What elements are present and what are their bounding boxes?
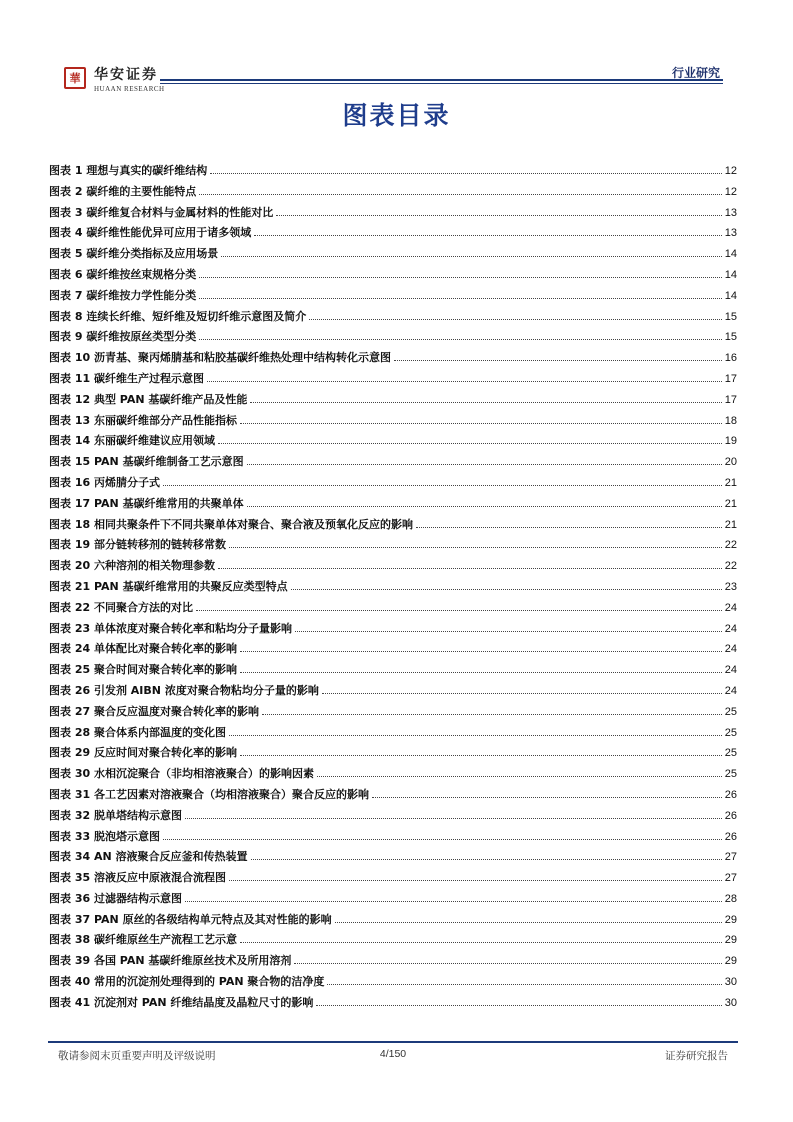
toc-entry-label: 图表 4 碳纤维性能优异可应用于诸多领域: [49, 226, 252, 240]
toc-entry-label: 图表 17 PAN 基碳纤维常用的共聚单体: [49, 496, 244, 510]
toc-entry[interactable]: [49, 929, 737, 950]
toc-dot-leader: [240, 410, 722, 424]
toc-entry[interactable]: [49, 555, 737, 576]
toc-entry-label: 图表 28 聚合体系内部温度的变化图: [49, 725, 226, 739]
toc-dot-leader: [199, 326, 721, 340]
page-title: 图表目录: [342, 101, 451, 130]
toc-entry-page: 28: [724, 892, 737, 905]
toc-entry-label: 图表 29 反应时间对聚合转化率的影响: [49, 746, 237, 760]
toc-entry-label: 图表 6 碳纤维按丝束规格分类: [49, 267, 197, 281]
toc-entry[interactable]: [49, 410, 737, 431]
toc-entry-label: 图表 11 碳纤维生产过程示意图: [49, 371, 204, 385]
toc-entry-label: 图表 15 PAN 基碳纤维制备工艺示意图: [49, 455, 244, 469]
toc-entry-page: 21: [724, 497, 737, 510]
toc-entry-label: 图表 1 理想与真实的碳纤维结构: [49, 164, 208, 177]
toc-entry[interactable]: [49, 368, 737, 389]
toc-entry[interactable]: [49, 430, 737, 451]
toc-entry-label: 图表 12 典型 PAN 基碳纤维产品及性能: [49, 392, 248, 406]
toc-dot-leader: [309, 306, 721, 320]
toc-entry-page: 20: [724, 456, 737, 469]
toc-entry-label: 图表 5 碳纤维分类指标及应用场景: [49, 247, 219, 261]
toc-entry-label: 图表 38 碳纤维原丝生产流程工艺示意: [49, 933, 237, 947]
toc-entry[interactable]: [49, 389, 737, 410]
toc-entry-label: 图表 27 聚合反应温度对聚合转化率的影响: [49, 704, 259, 718]
toc-entry-label: 图表 23 单体浓度对聚合转化率和粘均分子量影响: [49, 621, 292, 635]
toc-entry-page: 14: [724, 248, 737, 261]
toc-entry-page: 17: [724, 372, 737, 385]
toc-dot-leader: [207, 368, 722, 382]
toc-entry-label: 图表 35 溶液反应中原液混合流程图: [49, 871, 226, 885]
toc-dot-leader: [199, 285, 721, 299]
toc-entry[interactable]: [49, 222, 737, 243]
toc-entry[interactable]: [49, 306, 737, 327]
toc-entry-label: 图表 9 碳纤维按原丝类型分类: [49, 330, 197, 344]
toc-dot-leader: [416, 514, 722, 528]
toc-entry[interactable]: [49, 971, 737, 992]
toc-dot-leader: [394, 347, 722, 361]
toc-entry-page: 25: [724, 726, 737, 739]
toc-entry[interactable]: [49, 680, 737, 701]
toc-entry-page: 17: [724, 393, 737, 406]
toc-entry-label: 图表 20 六种溶剂的相关物理参数: [49, 559, 215, 573]
toc-dot-leader: [295, 618, 722, 632]
toc-dot-leader: [240, 929, 722, 943]
toc-entry-label: 图表 8 连续长纤维、短纤维及短切纤维示意图及简介: [49, 309, 307, 323]
toc-entry-page: 27: [724, 872, 737, 885]
toc-dot-leader: [240, 638, 722, 652]
toc-dot-leader: [372, 784, 722, 798]
toc-entry-label: 图表 40 常用的沉淀剂处理得到的 PAN 聚合物的洁净度: [49, 975, 325, 989]
toc-entry[interactable]: [49, 638, 737, 659]
toc-dot-leader: [210, 160, 721, 174]
toc-entry-page: 21: [724, 476, 737, 489]
toc-entry-label: 图表 25 聚合时间对聚合转化率的影响: [49, 663, 237, 677]
toc-dot-leader: [196, 597, 722, 611]
toc-entry-page: 15: [724, 310, 737, 323]
toc-dot-leader: [185, 805, 722, 819]
toc-entry-label: 图表 34 AN 溶液聚合反应釜和传热装置: [49, 850, 248, 864]
toc-dot-leader: [229, 867, 722, 881]
toc-entry-label: 图表 13 东丽碳纤维部分产品性能指标: [49, 413, 237, 427]
toc-entry-page: 21: [724, 518, 737, 531]
toc-entry-page: 30: [724, 976, 737, 989]
toc-entry[interactable]: [49, 347, 737, 368]
toc-entry[interactable]: [49, 264, 737, 285]
page-number: 4/150: [379, 1048, 407, 1060]
toc-entry[interactable]: [49, 950, 737, 971]
toc-entry-label: 图表 3 碳纤维复合材料与金属材料的性能对比: [49, 205, 274, 219]
toc-entry[interactable]: [49, 597, 737, 618]
toc-entry-page: 13: [724, 227, 737, 240]
toc-entry[interactable]: [49, 326, 737, 347]
toc-dot-leader: [247, 451, 722, 465]
toc-entry-page: 12: [724, 165, 737, 177]
toc-entry-page: 30: [724, 996, 737, 1009]
toc-entry-label: 图表 21 PAN 基碳纤维常用的共聚反应类型特点: [49, 579, 288, 593]
toc-entry-label: 图表 19 部分链转移剂的链转移常数: [49, 538, 226, 552]
toc-entry[interactable]: [49, 576, 737, 597]
footer-divider: [48, 1041, 738, 1043]
toc-dot-leader: [254, 222, 721, 236]
toc-entry-label: 图表 39 各国 PAN 基碳纤维原丝技术及所用溶剂: [49, 954, 292, 968]
brand-name-cn: 华安证券: [94, 67, 158, 83]
toc-dot-leader: [262, 701, 722, 715]
toc-entry-page: 24: [724, 622, 737, 635]
toc-entry[interactable]: [49, 805, 737, 826]
toc-entry-label: 图表 24 单体配比对聚合转化率的影响: [49, 642, 237, 656]
toc-dot-leader: [240, 742, 722, 756]
toc-entry[interactable]: [49, 888, 737, 909]
footer-report-type: 证券研究报告: [665, 1050, 728, 1062]
toc-dot-leader: [250, 389, 721, 403]
toc-dot-leader: [218, 430, 722, 444]
toc-entry-page: 12: [724, 185, 737, 198]
toc-entry-page: 26: [724, 830, 737, 843]
toc-dot-leader: [322, 680, 722, 694]
toc-entry-page: 19: [724, 435, 737, 448]
toc-entry-page: 23: [724, 580, 737, 593]
toc-entry[interactable]: [49, 472, 737, 493]
toc-entry[interactable]: [49, 181, 737, 202]
toc-dot-leader: [240, 659, 722, 673]
toc-entry[interactable]: [49, 202, 737, 223]
page-footer: [48, 1048, 738, 1064]
toc-dot-leader: [199, 264, 721, 278]
toc-entry-label: 图表 41 沉淀剂对 PAN 纤维结晶度及晶粒尺寸的影响: [49, 995, 314, 1009]
toc-dot-leader: [335, 909, 722, 923]
toc-entry-page: 22: [724, 560, 737, 573]
toc-entry-page: 18: [724, 414, 737, 427]
toc-entry-label: 图表 14 东丽碳纤维建议应用领域: [49, 434, 215, 448]
toc-dot-leader: [163, 472, 722, 486]
toc-entry[interactable]: [49, 514, 737, 535]
toc-dot-leader: [199, 181, 721, 195]
toc-dot-leader: [291, 576, 722, 590]
toc-entry[interactable]: [49, 784, 737, 805]
toc-entry-label: 图表 10 沥青基、聚丙烯腈基和粘胶基碳纤维热处理中结构转化示意图: [49, 351, 391, 365]
toc-entry[interactable]: [49, 451, 737, 472]
toc-entry-label: 图表 36 过滤器结构示意图: [49, 891, 182, 905]
header-divider-thin: [160, 83, 723, 84]
toc-entry-page: 24: [724, 643, 737, 656]
toc-entry[interactable]: [49, 243, 737, 264]
toc-dot-leader: [316, 992, 721, 1006]
toc-entry[interactable]: [49, 160, 737, 181]
toc-entry-page: 14: [724, 268, 737, 281]
toc-entry[interactable]: [49, 534, 737, 555]
toc-entry-label: 图表 30 水相沉淀聚合（非均相溶液聚合）的影响因素: [49, 767, 314, 781]
toc-dot-leader: [185, 888, 722, 902]
toc-entry-label: 图表 2 碳纤维的主要性能特点: [49, 184, 197, 198]
toc-entry[interactable]: [49, 867, 737, 888]
toc-entry-page: 15: [724, 331, 737, 344]
footer-disclaimer: 敬请参阅末页重要声明及评级说明: [58, 1050, 216, 1062]
toc-entry-page: 14: [724, 289, 737, 302]
toc-entry-label: 图表 31 各工艺因素对溶液聚合（均相溶液聚合）聚合反应的影响: [49, 787, 369, 801]
toc-entry[interactable]: [49, 659, 737, 680]
toc-entry-page: 29: [724, 913, 737, 926]
toc-dot-leader: [229, 722, 722, 736]
toc-entry-page: 13: [724, 206, 737, 219]
toc-entry-label: 图表 22 不同聚合方法的对比: [49, 600, 193, 614]
header-divider: [160, 79, 723, 81]
toc-entry-page: 24: [724, 601, 737, 614]
toc-dot-leader: [327, 971, 721, 985]
toc-entry[interactable]: [49, 846, 737, 867]
toc-entry[interactable]: [49, 909, 737, 930]
toc-dot-leader: [221, 243, 721, 257]
toc-entry[interactable]: [49, 742, 737, 763]
toc-entry-page: 27: [724, 851, 737, 864]
toc-entry-label: 图表 37 PAN 原丝的各级结构单元特点及其对性能的影响: [49, 912, 332, 926]
toc-entry[interactable]: [49, 618, 737, 639]
toc-entry[interactable]: [49, 701, 737, 722]
toc-entry-page: 25: [724, 705, 737, 718]
toc-dot-leader: [218, 555, 722, 569]
toc-entry-label: 图表 32 脱单塔结构示意图: [49, 808, 182, 822]
toc-entry-label: 图表 18 相同共聚条件下不同共聚单体对聚合、聚合液及预氧化反应的影响: [49, 517, 413, 531]
toc-entry-page: 25: [724, 747, 737, 760]
toc-entry-label: 图表 7 碳纤维按力学性能分类: [49, 288, 197, 302]
toc-entry-page: 24: [724, 684, 737, 697]
toc-entry-label: 图表 16 丙烯腈分子式: [49, 475, 160, 489]
toc-dot-leader: [294, 950, 721, 964]
toc-entry-page: 26: [724, 788, 737, 801]
toc-entry-page: 16: [724, 352, 737, 365]
huaan-logo-icon: 華: [64, 67, 86, 89]
toc-entry-page: 24: [724, 664, 737, 677]
toc-dot-leader: [247, 493, 722, 507]
toc-entry[interactable]: [49, 992, 737, 1013]
toc-entry[interactable]: [49, 493, 737, 514]
toc-entry-page: 25: [724, 768, 737, 781]
toc-entry[interactable]: [49, 722, 737, 743]
toc-entry-label: 图表 26 引发剂 AIBN 浓度对聚合物粘均分子量的影响: [49, 683, 319, 697]
toc-entry[interactable]: [49, 763, 737, 784]
toc-list: [49, 160, 737, 1013]
toc-dot-leader: [317, 763, 722, 777]
toc-entry-page: 29: [724, 934, 737, 947]
toc-entry[interactable]: [49, 826, 737, 847]
toc-dot-leader: [251, 846, 722, 860]
toc-dot-leader: [276, 202, 721, 216]
toc-entry[interactable]: [49, 285, 737, 306]
brand-name-en: HUAAN RESEARCH: [94, 85, 165, 93]
toc-entry-page: 29: [724, 955, 737, 968]
section-tag: 行业研究: [671, 66, 720, 80]
page-header: [48, 64, 723, 98]
toc-dot-leader: [229, 534, 722, 548]
toc-dot-leader: [163, 826, 722, 840]
toc-entry-page: 22: [724, 539, 737, 552]
toc-entry-label: 图表 33 脱泡塔示意图: [49, 829, 160, 843]
toc-entry-page: 26: [724, 809, 737, 822]
